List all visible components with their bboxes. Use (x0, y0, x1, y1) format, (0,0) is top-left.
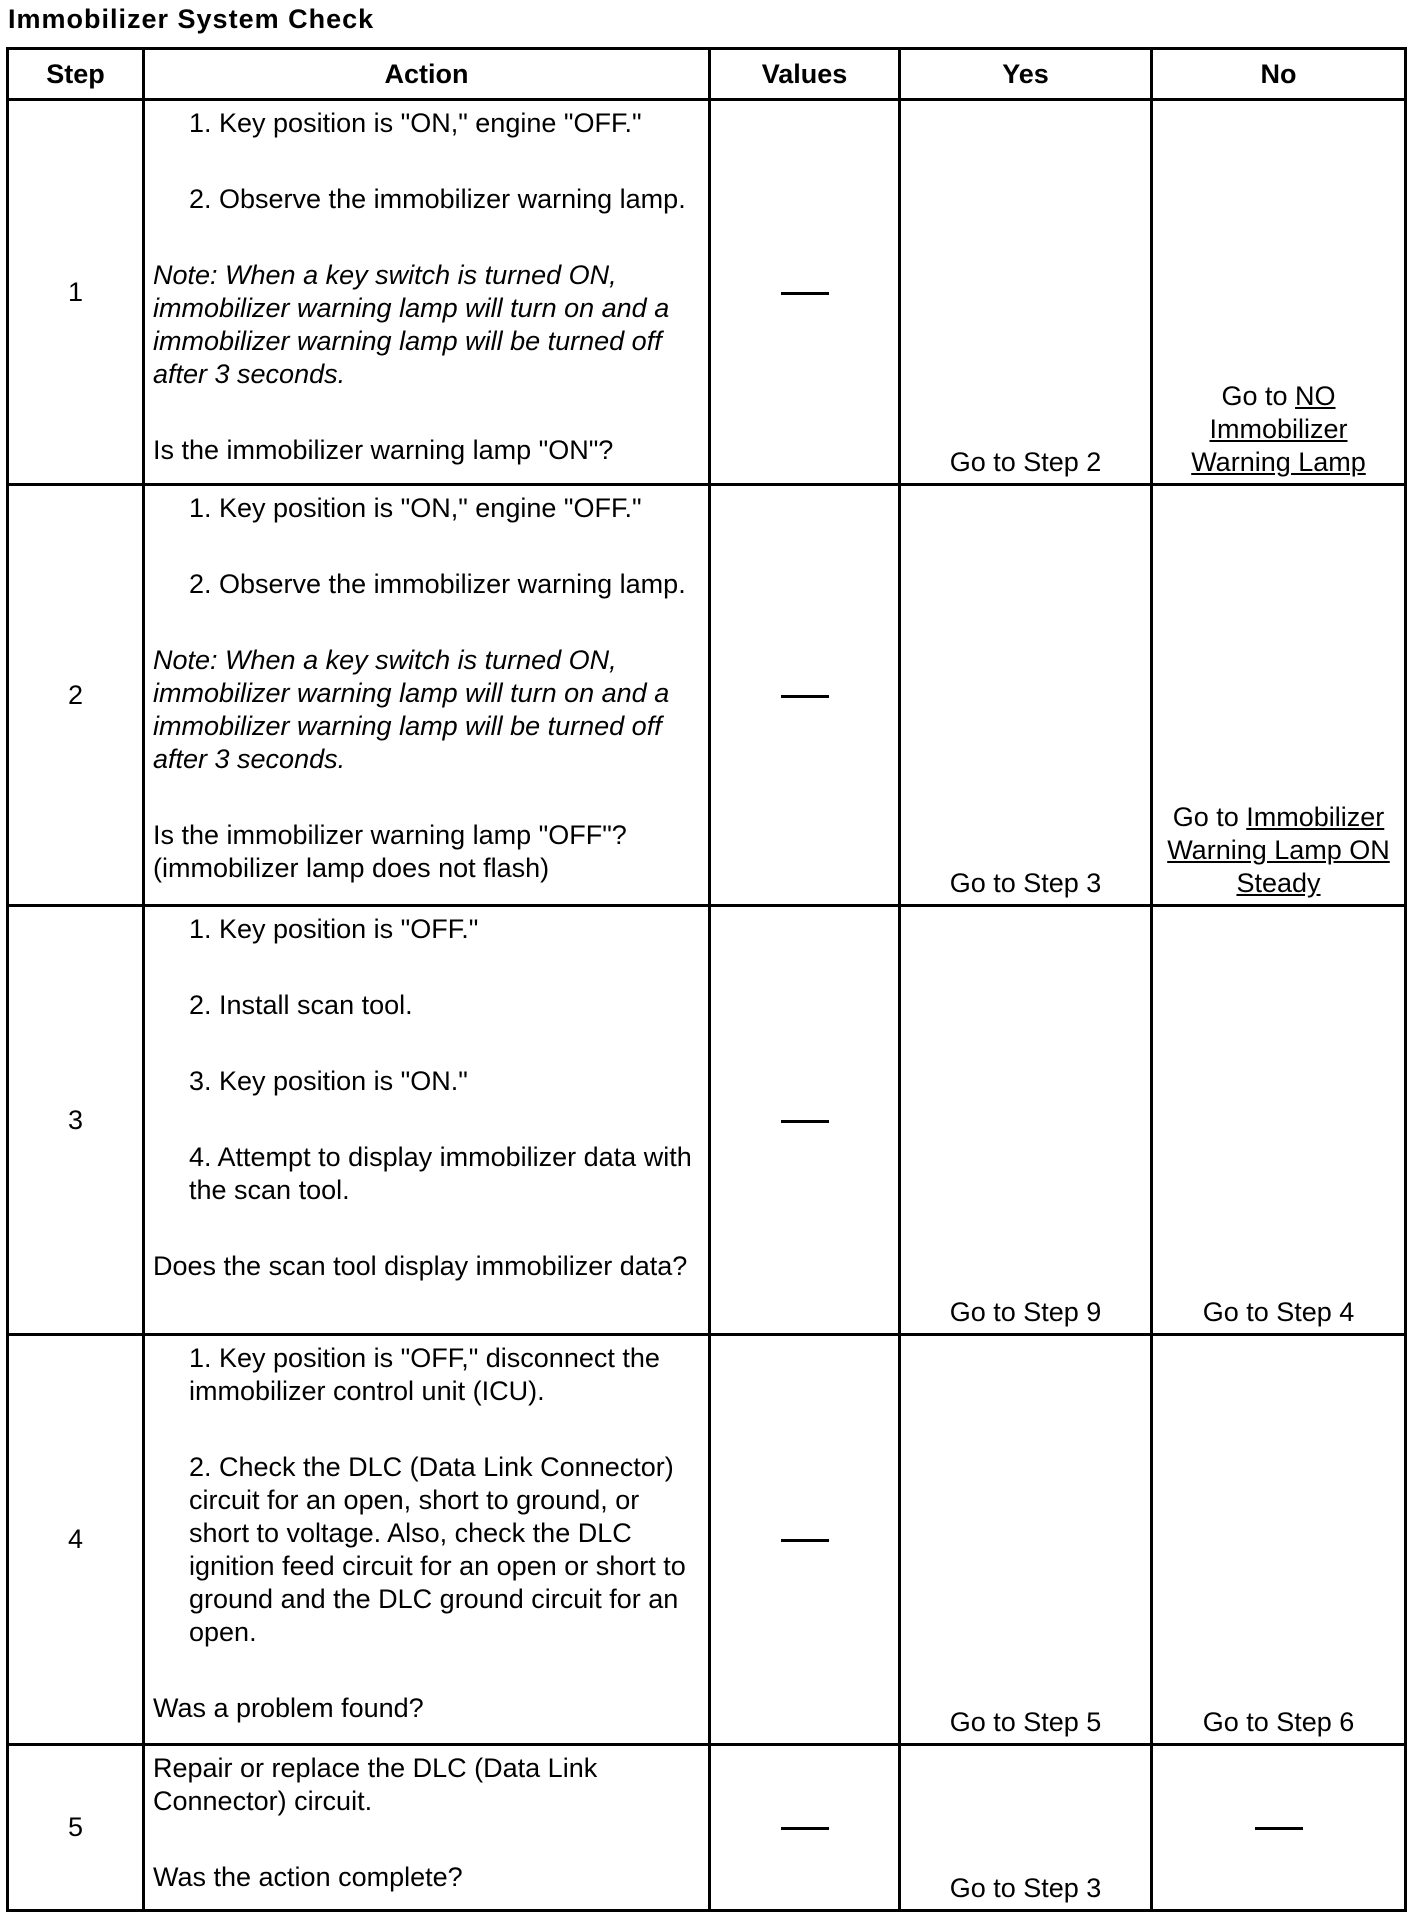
step-number: 2 (8, 485, 144, 906)
action-item: 1. Key position is "ON," engine "OFF." (189, 108, 642, 138)
no-cell: Go to Step 6 (1152, 1335, 1406, 1745)
dash-mark (781, 1120, 829, 1123)
values-cell (710, 1335, 900, 1745)
table-row (8, 1335, 1406, 1745)
action-question: Does the scan tool display immobilizer data? (153, 1251, 688, 1281)
table-row (8, 1745, 1406, 1911)
values-cell (710, 485, 900, 906)
action-item: 1. Key position is "OFF." (189, 914, 479, 944)
no-prefix: Go to (1172, 802, 1247, 832)
no-link[interactable]: NO Immobilizer Warning Lamp (1191, 381, 1366, 477)
table-row (8, 906, 1406, 1335)
dash-mark (781, 1827, 829, 1830)
no-prefix: Go to (1221, 381, 1296, 411)
values-cell (710, 1745, 900, 1911)
no-cell: Go to Step 4 (1152, 906, 1406, 1335)
action-note: Note: When a key switch is turned ON, immobilizer warning lamp will turn on and a immobilizer warning lamp will be turned off after 3 seconds. (153, 260, 670, 389)
dash-mark (781, 292, 829, 295)
action-question: Was the action complete? (153, 1862, 463, 1892)
header-action: Action (144, 49, 710, 100)
step-number: 5 (8, 1745, 144, 1911)
action-item: 2. Check the DLC (Data Link Connector) circuit for an open, short to ground, or short to voltage. Also, check the DLC ignition feed circuit for an open or short to ground and the DLC ground circuit for an open. (189, 1452, 686, 1647)
yes-cell: Go to Step 9 (900, 906, 1152, 1335)
step-number: 4 (8, 1335, 144, 1745)
action-cell (144, 1335, 710, 1745)
yes-cell: Go to Step 5 (900, 1335, 1152, 1745)
header-no: No (1152, 49, 1406, 100)
immobilizer-check-table (6, 47, 1407, 1912)
action-cell (144, 1745, 710, 1911)
no-cell (1152, 100, 1406, 485)
step-number: 1 (8, 100, 144, 485)
table-row (8, 485, 1406, 906)
action-item: 1. Key position is "OFF," disconnect the immobilizer control unit (ICU). (189, 1343, 660, 1406)
action-item: 4. Attempt to display immobilizer data with the scan tool. (189, 1142, 692, 1205)
no-cell (1152, 485, 1406, 906)
dash-mark (781, 1539, 829, 1542)
header-step: Step (8, 49, 144, 100)
document-title: Immobilizer System Check (8, 4, 375, 34)
action-question: Is the immobilizer warning lamp "ON"? (153, 435, 614, 465)
action-item: 2. Observe the immobilizer warning lamp. (189, 184, 686, 214)
step-number: 3 (8, 906, 144, 1335)
action-item: 2. Install scan tool. (189, 990, 413, 1020)
dash-mark (781, 695, 829, 698)
yes-cell: Go to Step 3 (900, 485, 1152, 906)
action-item: 2. Observe the immobilizer warning lamp. (189, 569, 686, 599)
action-lead: Repair or replace the DLC (Data Link Connector) circuit. (153, 1753, 598, 1816)
action-item: 1. Key position is "ON," engine "OFF." (189, 493, 642, 523)
header-row (8, 49, 1406, 100)
dash-mark (1255, 1827, 1303, 1830)
no-link[interactable]: Immobilizer Warning Lamp ON Steady (1167, 802, 1390, 898)
action-question: Was a problem found? (153, 1693, 424, 1723)
header-values: Values (710, 49, 900, 100)
values-cell (710, 906, 900, 1335)
yes-cell: Go to Step 3 (900, 1745, 1152, 1911)
action-cell (144, 100, 710, 485)
action-note: Note: When a key switch is turned ON, immobilizer warning lamp will turn on and a immobilizer warning lamp will be turned off after 3 seconds. (153, 645, 670, 774)
table-row (8, 100, 1406, 485)
yes-cell: Go to Step 2 (900, 100, 1152, 485)
action-item: 3. Key position is "ON." (189, 1066, 468, 1096)
action-cell (144, 485, 710, 906)
action-cell (144, 906, 710, 1335)
no-cell (1152, 1745, 1406, 1911)
action-question: Is the immobilizer warning lamp "OFF"? (immobilizer lamp does not flash) (153, 820, 627, 883)
header-yes: Yes (900, 49, 1152, 100)
values-cell (710, 100, 900, 485)
